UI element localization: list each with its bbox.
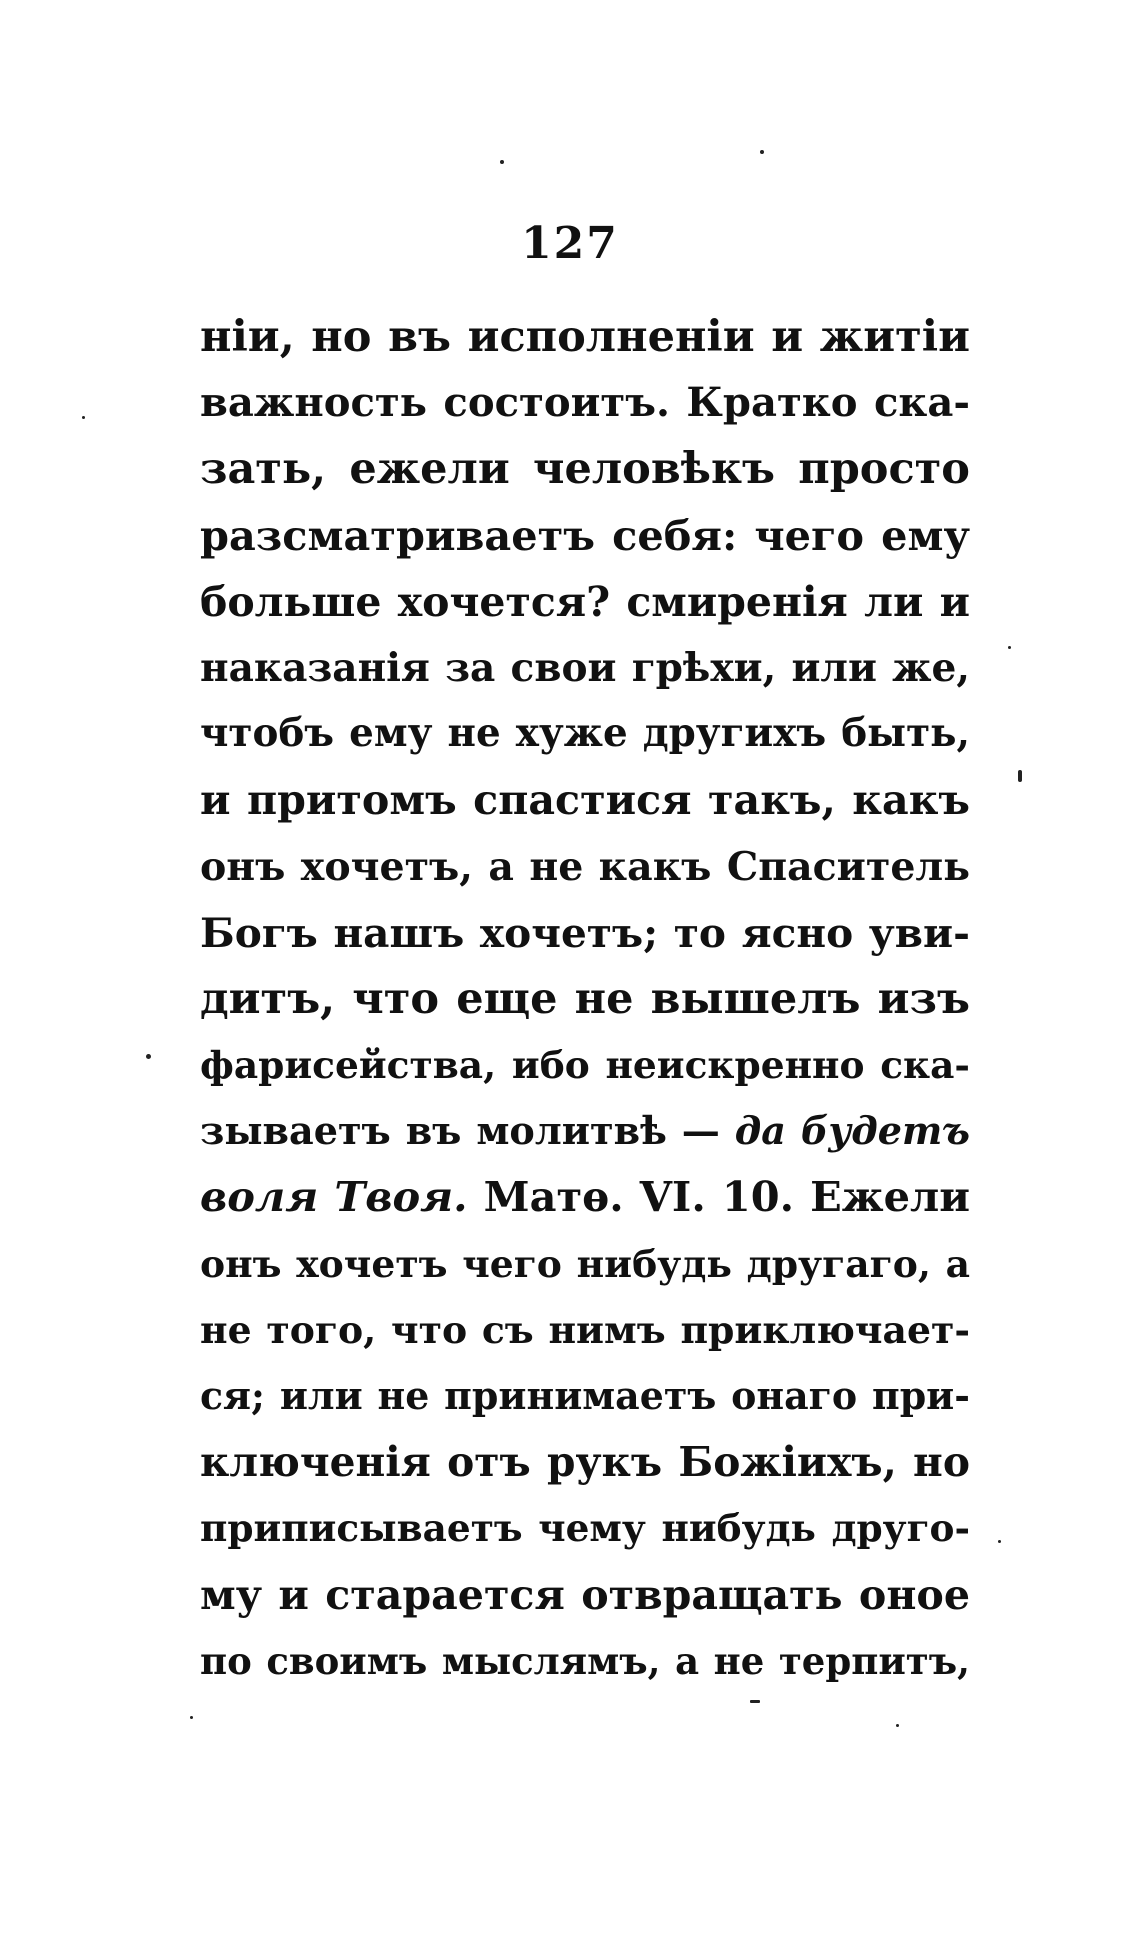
text-line bbox=[200, 1098, 970, 1164]
scan-speck bbox=[750, 1700, 760, 1703]
text-span: ся; или не принимаетъ онаго при- bbox=[200, 1373, 970, 1418]
text-line bbox=[200, 701, 970, 767]
text-line bbox=[200, 1495, 970, 1561]
text-span: онъ хочетъ чего нибудь другаго, а bbox=[200, 1241, 970, 1286]
text-line bbox=[200, 635, 970, 701]
text-span: дитъ, что еще не вышелъ изъ bbox=[200, 973, 970, 1024]
text-span: онъ хочетъ, а не какъ Спаситель bbox=[200, 843, 970, 890]
text-line bbox=[200, 900, 970, 966]
text-span: фарисейства, ибо неискренно ска- bbox=[200, 1043, 970, 1088]
text-span: по своимъ мыслямъ, а не терпитъ, bbox=[200, 1638, 970, 1683]
italic-scripture-quote: да будетъ bbox=[734, 1108, 970, 1154]
scan-speck bbox=[146, 1054, 151, 1059]
text-line bbox=[200, 1297, 970, 1363]
text-line bbox=[200, 503, 970, 569]
text-span: и притомъ спастися такъ, какъ bbox=[200, 775, 970, 825]
text-span: нiи, но въ исполненiи и житiи bbox=[200, 312, 970, 362]
text-line bbox=[200, 1562, 970, 1628]
text-line bbox=[200, 767, 970, 833]
scan-speck bbox=[896, 1724, 899, 1727]
text-line bbox=[200, 436, 970, 502]
scan-speck bbox=[998, 1540, 1001, 1543]
text-span: ключенiя отъ рукъ Божiихъ, но bbox=[200, 1438, 970, 1487]
text-line bbox=[200, 1032, 970, 1098]
text-span: разсматриваетъ себя: чего ему bbox=[200, 510, 970, 560]
text-span: зываетъ въ молитвѣ — bbox=[200, 1108, 735, 1154]
text-line bbox=[200, 1231, 970, 1297]
scan-speck bbox=[500, 160, 504, 164]
text-line bbox=[200, 1429, 970, 1495]
scan-speck bbox=[190, 1716, 193, 1719]
text-line bbox=[200, 966, 970, 1032]
italic-scripture-quote: воля Твоя. bbox=[200, 1172, 468, 1222]
text-line bbox=[200, 569, 970, 635]
scan-speck bbox=[1008, 646, 1011, 649]
text-line bbox=[200, 1628, 970, 1694]
scan-speck bbox=[82, 416, 85, 419]
text-span: приписываетъ чему нибудь друго- bbox=[200, 1506, 970, 1551]
scan-speck bbox=[1018, 770, 1022, 782]
scan-speck bbox=[760, 150, 764, 154]
text-span: наказанiя за свои грѣхи, или же, bbox=[200, 644, 970, 691]
text-span: му и старается отвращать оное bbox=[200, 1569, 970, 1619]
text-span: Матѳ. VI. 10. Ежели bbox=[467, 1172, 970, 1222]
text-line bbox=[200, 370, 970, 436]
text-line bbox=[200, 834, 970, 900]
text-span: важность состоитъ. Кратко ска- bbox=[200, 379, 970, 427]
text-span: Богъ нашъ хочетъ; то ясно уви- bbox=[200, 908, 970, 957]
text-span: больше хочется? смиренiя ли и bbox=[200, 577, 970, 626]
body-text bbox=[200, 304, 970, 1694]
text-span: зать, ежели человѣкъ просто bbox=[200, 444, 970, 495]
text-span: не того, что съ нимъ приключает- bbox=[200, 1307, 970, 1352]
text-line bbox=[200, 304, 970, 370]
text-span: чтобъ ему не хуже другихъ быть, bbox=[200, 711, 970, 757]
text-line bbox=[200, 1363, 970, 1429]
page-number: 127 bbox=[521, 218, 619, 269]
text-line bbox=[200, 1164, 970, 1230]
